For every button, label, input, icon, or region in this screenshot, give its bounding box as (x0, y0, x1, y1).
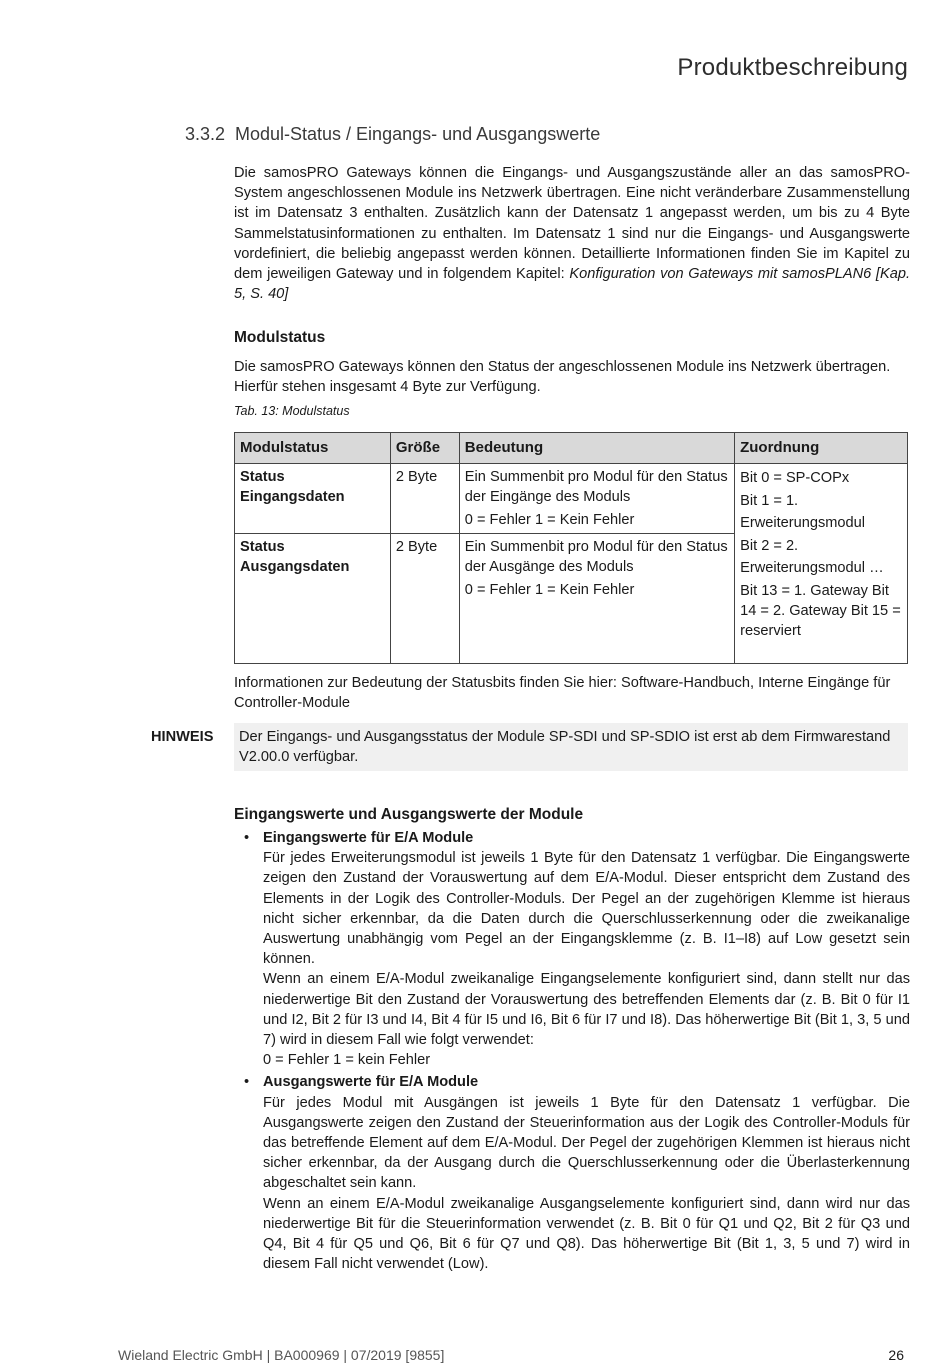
notice-box: Der Eingangs- und Ausgangsstatus der Module SP-SDI und SP-SDIO ist erst ab dem Firmwarestand V2.00.0 verfügbar. (234, 723, 908, 771)
list-item (244, 828, 910, 1070)
list-item-title: Ausgangswerte für E/A Module (263, 1074, 479, 1091)
intro-text: Die samosPRO Gateways können die Eingangs- und Ausgangszustände aller an das samosPRO-System angeschlossenen Module ins Netzwerk übertragen. Eine nicht veränderbare Zusammenstellung ist im Datensatz 3 enthalten. Zusätzlich kann der Datensatz 1 angepasst werden, um bis zu 4 Byte Sammelstatusinformationen zu enthalten. Im Datensatz 1 sind nur die Eingangs- und Ausgangswerte vordefiniert, die beliebig angepasst werden können. Detaillierte Informationen finden Sie im Kapitel zu dem jeweiligen Gateway und in folgendem Kapitel: (234, 165, 910, 283)
column-header-bedeutung: Bedeutung (459, 433, 734, 464)
cell-meaning (459, 534, 734, 664)
list-item-paragraph: 0 = Fehler 1 = kein Fehler (263, 1052, 431, 1069)
list-item-title: Eingangswerte für E/A Module (263, 830, 474, 846)
cell-assignment (735, 464, 908, 664)
notice-label: HINWEIS (151, 729, 214, 745)
footer-page-number: 26 (888, 1347, 904, 1363)
page-header-title: Produktbeschreibung (677, 54, 908, 81)
section-title: Modul-Status / Eingangs- und Ausgangswerte (235, 124, 601, 144)
io-values-list (244, 828, 910, 1274)
assignment-line: Bit 1 = 1. Erweiterungsmodul (740, 492, 866, 532)
table-row (235, 464, 908, 534)
chapter-reference-link[interactable]: Konfiguration von Gateways mit samosPLAN6 [Kap. 5, S. 40] (234, 266, 910, 303)
column-header-modulstatus: Modulstatus (235, 433, 391, 464)
list-item-paragraph: Für jedes Erweiterungsmodul ist jeweils 1 Byte für den Datensatz 1 verfügbar. Die Eingangswerte zeigen den Zustand der Vorauswertung auf dem E/A-Modul. Dieser entspricht dem Zustand des Elements in der Logik des Controller-Moduls. Der Pegel an der zugehörigen Klemme ist hieraus nicht sicher erkennbar, da die Daten durch die Querschlusserkennung oder die zweikanalige Auswertung unabhängig vom Pegel an der Eingangsklemme (z. B. I1–I8) auf Low gesetzt sein können. (263, 850, 910, 968)
modulstatus-text: Die samosPRO Gateways können den Status der angeschlossenen Module ins Netzwerk übertragen. Hierfür stehen insgesamt 4 Byte zur Verfügung. (234, 359, 891, 396)
table-header-row (235, 433, 908, 464)
assignment-line: Bit 13 = 1. Gateway Bit 14 = 2. Gateway Bit 15 = reserviert (740, 582, 901, 640)
modulstatus-heading: Modulstatus (234, 329, 326, 346)
io-values-heading: Eingangswerte und Ausgangswerte der Module (234, 806, 584, 823)
cell-meaning (459, 464, 734, 534)
meaning-text: Ein Summenbit pro Modul für den Status der Ausgänge des Moduls (464, 539, 728, 576)
section-number: 3.3.2 (185, 124, 226, 144)
cell-status: Status Eingangsdaten (235, 464, 391, 534)
column-header-zuordnung: Zuordnung (735, 433, 908, 464)
cell-status: Status Ausgangsdaten (235, 534, 391, 664)
modulstatus-table (234, 432, 908, 664)
meaning-note: 0 = Fehler 1 = Kein Fehler (464, 511, 635, 528)
assignment-line: Bit 2 = 2. Erweiterungsmodul … (740, 537, 884, 577)
list-item-paragraph: Für jedes Modul mit Ausgängen ist jeweils 1 Byte für den Datensatz 1 verfügbar. Die Ausgangswerte zeigen den Zustand der Steuerinformation aus der Logik des Controller-Moduls für das betreffende Element auf dem E/A-Modul. Der Pegel der zugehörigen Klemmen ist hieraus nicht sicher erkennbar, da der Ausgang durch die Querschlusserkennung oder die Überlasterkennung abgeschaltet sein kann. (263, 1094, 910, 1192)
meaning-text: Ein Summenbit pro Modul für den Status der Eingänge des Moduls (464, 469, 728, 506)
section-heading (185, 124, 600, 145)
intro-paragraph (234, 163, 910, 304)
list-item (244, 1072, 910, 1274)
table-caption: Tab. 13: Modulstatus (234, 404, 350, 418)
meaning-note: 0 = Fehler 1 = Kein Fehler (464, 581, 635, 598)
cell-size: 2 Byte (390, 464, 459, 534)
list-item-paragraph: Wenn an einem E/A-Modul zweikanalige Ausgangselemente konfiguriert sind, dann wird nur das niederwertige Bit für die Steuerinformation verwendet (z. B. Bit 0 für Q1 und Q2, Bit 2 für Q3 und Q4, Bit 4 für Q5 und Q6, Bit 6 für Q7 und Q8). Das höherwertige Bit (Bit 1, 3, 5 und 7) wird in diesem Fall nicht verwendet (Low). (263, 1195, 910, 1273)
list-item-paragraph: Wenn an einem E/A-Modul zweikanalige Eingangselemente konfiguriert sind, dann stellt nur das niederwertige Bit den Zustand der Vorauswertung des betreffenden Elements dar (z. B. Bit 0 für I1 und I2, Bit 2 für I3 und I4, Bit 4 für I5 und I6, Bit 6 für I7 und I8). Das höherwertige Bit (Bit 1, 3, 5 und 7) wird in diesem Fall wie folgt verwendet: (263, 971, 910, 1049)
info-paragraph: Informationen zur Bedeutung der Statusbits finden Sie hier: Software-Handbuch, Interne Eingänge für Controller-Module (234, 675, 891, 712)
column-header-groesse: Größe (390, 433, 459, 464)
bullet-icon: • (244, 830, 250, 846)
bullet-icon: • (244, 1074, 250, 1091)
assignment-line: Bit 0 = SP-COPx (740, 470, 850, 487)
footer-company: Wieland Electric GmbH | BA000969 | 07/2019 [9855] (118, 1347, 445, 1363)
cell-size: 2 Byte (390, 534, 459, 664)
